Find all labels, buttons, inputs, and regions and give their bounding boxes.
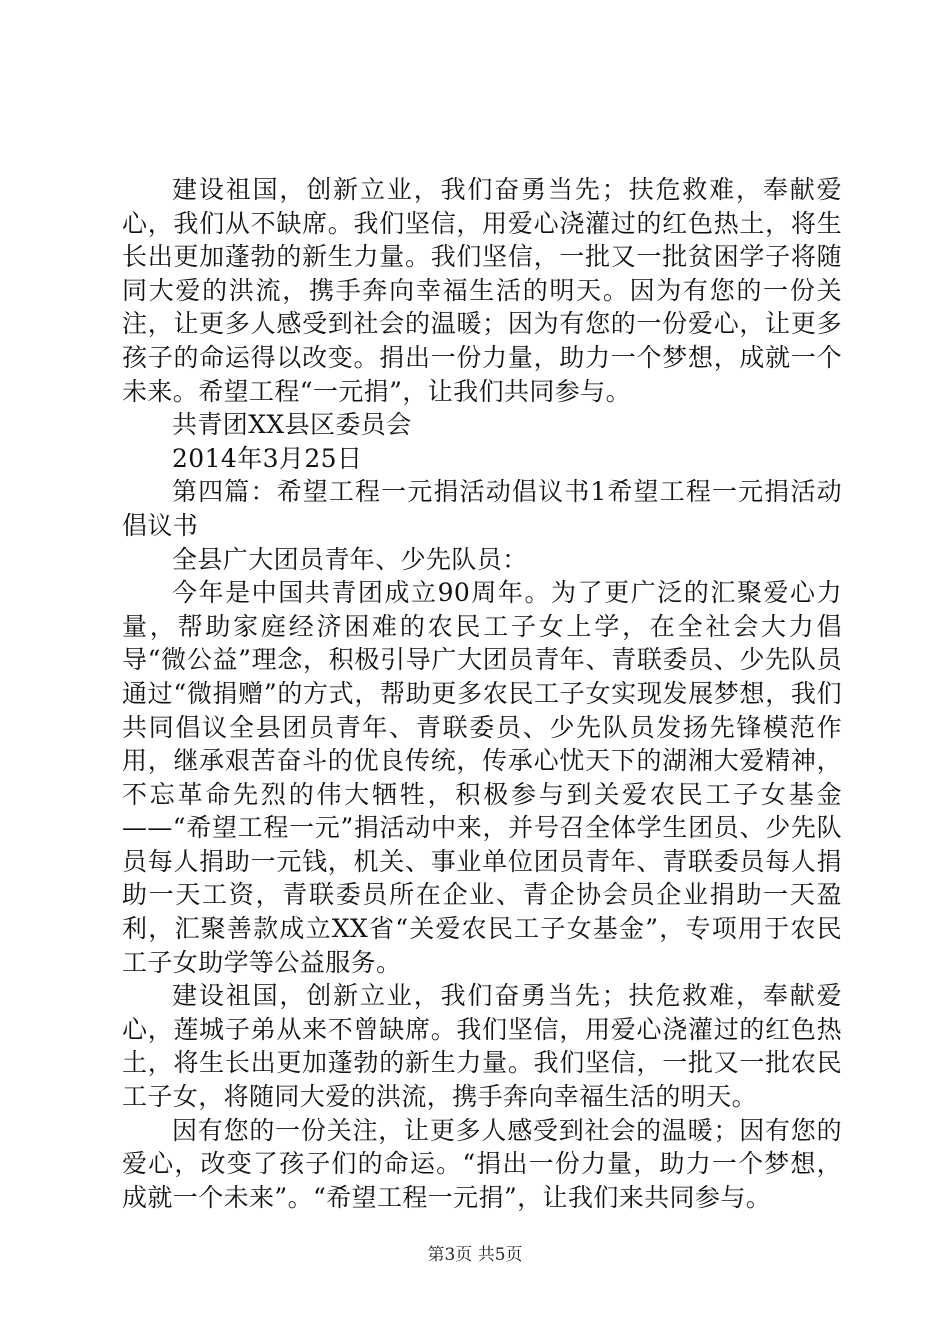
document-body [122, 173, 842, 1214]
section-heading: 第四篇：希望工程一元捐活动倡议书1希望工程一元捐活动倡议书 [122, 477, 842, 540]
signature-organization: 共青团XX县区委员会 [172, 410, 412, 440]
page-number-footer: 第3页 共5页 [427, 1245, 523, 1265]
salutation: 全县广大团员青年、少先队员： [172, 544, 528, 574]
paragraph-proposal: 今年是中国共青团成立90周年。为了更广泛的汇聚爱心力量，帮助家庭经济困难的农民工子女上学，在全社会大力倡导“微公益”理念，积极引导广大团员青年、青联委员、少先队员通过“微捐赠”的方式，帮助更多农民工子女实现发展梦想，我们共同倡议全县团员青年、青联委员、少先队员发扬先锋模范作用，继承艰苦奋斗的优良传统，传承心忧天下的湖湘大爱精神，不忘革命先烈的伟大牺牲，积极参与到关爱农民工子女基金——“希望工程一元”捐活动中来，并号召全体学生团员、少先队员每人捐助一元钱，机关、事业单位团员青年、青联委员每人捐助一天工资，青联委员所在企业、青企协会员企业捐助一天盈利，汇聚善款成立XX省“关爱农民工子女基金”，专项用于农民工子女助学等公益服务。 [122, 578, 842, 977]
paragraph-closing-appeal: 建设祖国，创新立业，我们奋勇当先；扶危救难，奉献爱心，我们从不缺席。我们坚信，用爱心浇灌过的红色热土，将生长出更加蓬勃的新生力量。我们坚信，一批又一批贫困学子将随同大爱的洪流，携手奔向幸福生活的明天。因为有您的一份关注，让更多人感受到社会的温暖；因为有您的一份爱心，让更多孩子的命运得以改变。捐出一份力量，助力一个梦想，成就一个未来。希望工程“一元捐”，让我们共同参与。 [122, 175, 842, 406]
paragraph-call-to-action: 因有您的一份关注，让更多人感受到社会的温暖；因有您的爱心，改变了孩子们的命运。“捐出一份力量，助力一个梦想，成就一个未来”。“希望工程一元捐”，让我们来共同参与。 [122, 1115, 842, 1212]
signature-date: 2014年3月25日 [172, 443, 363, 473]
paragraph-commitment: 建设祖国，创新立业，我们奋勇当先；扶危救难，奉献爱心，莲城子弟从来不曾缺席。我们坚信，用爱心浇灌过的红色热土，将生长出更加蓬勃的新生力量。我们坚信，一批又一批农民工子女，将随同大爱的洪流，携手奔向幸福生活的明天。 [122, 981, 842, 1112]
